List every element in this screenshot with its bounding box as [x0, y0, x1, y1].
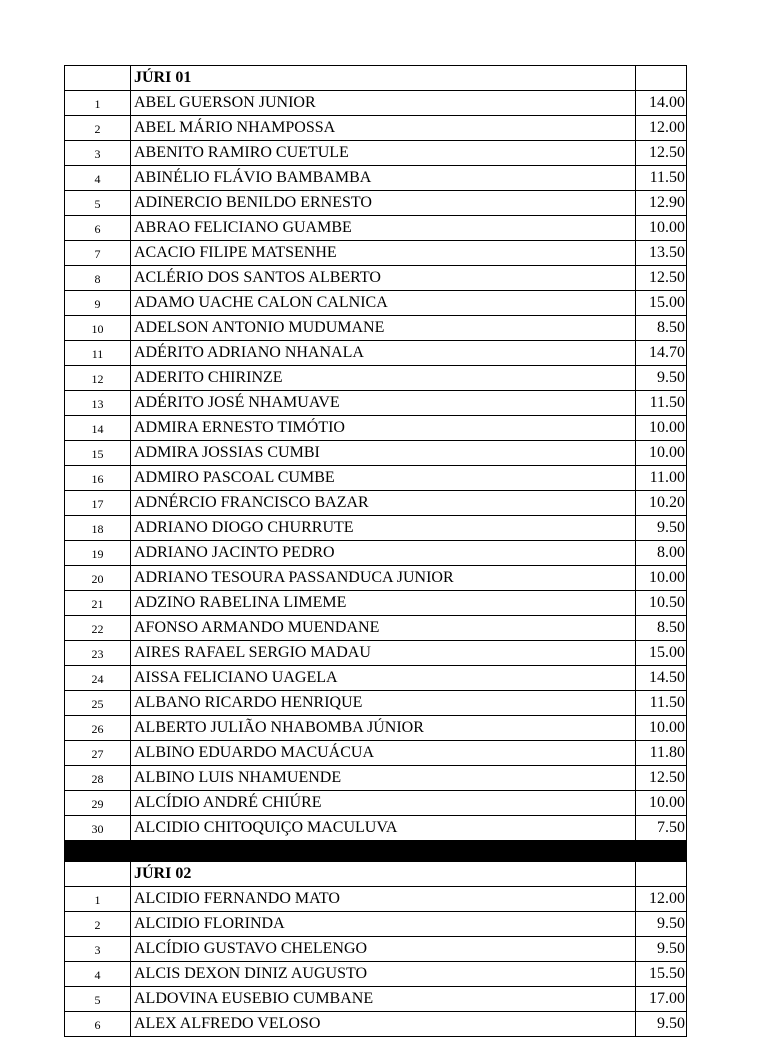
- candidate-name: ADMIRA JOSSIAS CUMBI: [131, 441, 636, 466]
- candidate-grade: 12.00: [636, 887, 687, 912]
- candidate-name: ALBERTO JULIÃO NHABOMBA JÚNIOR: [131, 716, 636, 741]
- candidate-grade: 11.50: [636, 391, 687, 416]
- candidate-grade: 9.50: [636, 937, 687, 962]
- table-row: [65, 987, 687, 1012]
- candidate-name: ALCIDIO FERNANDO MATO: [131, 887, 636, 912]
- juri-header-grade-cell: [636, 862, 687, 887]
- table-row: [65, 316, 687, 341]
- candidate-name: ALBANO RICARDO HENRIQUE: [131, 691, 636, 716]
- row-number: 4: [65, 166, 131, 191]
- candidate-grade: 15.00: [636, 291, 687, 316]
- candidate-grade: 15.00: [636, 641, 687, 666]
- candidate-grade: 9.50: [636, 1012, 687, 1037]
- candidate-name: ALBINO EDUARDO MACUÁCUA: [131, 741, 636, 766]
- table-row: [65, 516, 687, 541]
- row-number: 7: [65, 241, 131, 266]
- table-row: [65, 466, 687, 491]
- juri-header-num-cell: [65, 66, 131, 91]
- candidate-grade: 10.00: [636, 566, 687, 591]
- row-number: 9: [65, 291, 131, 316]
- table-row: [65, 616, 687, 641]
- table-row: [65, 166, 687, 191]
- candidate-name: AFONSO ARMANDO MUENDANE: [131, 616, 636, 641]
- candidate-grade: 12.90: [636, 191, 687, 216]
- table-row: [65, 291, 687, 316]
- row-number: 30: [65, 816, 131, 841]
- candidate-grade: 7.50: [636, 816, 687, 841]
- row-number: 13: [65, 391, 131, 416]
- table-row: [65, 416, 687, 441]
- candidate-grade: 12.50: [636, 266, 687, 291]
- row-number: 18: [65, 516, 131, 541]
- table-row: [65, 591, 687, 616]
- candidate-grade: 9.50: [636, 366, 687, 391]
- row-number: 15: [65, 441, 131, 466]
- candidate-name: ALCIDIO FLORINDA: [131, 912, 636, 937]
- candidate-name: ABRAO FELICIANO GUAMBE: [131, 216, 636, 241]
- section-separator: [65, 841, 687, 862]
- candidate-name: ABENITO RAMIRO CUETULE: [131, 141, 636, 166]
- row-number: 5: [65, 191, 131, 216]
- candidate-grade: 12.50: [636, 766, 687, 791]
- table-row: [65, 491, 687, 516]
- candidate-name: ADERITO CHIRINZE: [131, 366, 636, 391]
- candidate-name: ADINERCIO BENILDO ERNESTO: [131, 191, 636, 216]
- candidate-grade: 10.00: [636, 441, 687, 466]
- candidate-name: ABINÉLIO FLÁVIO BAMBAMBA: [131, 166, 636, 191]
- candidate-grade: 14.00: [636, 91, 687, 116]
- candidate-grade: 10.50: [636, 591, 687, 616]
- row-number: 27: [65, 741, 131, 766]
- candidate-grade: 9.50: [636, 912, 687, 937]
- row-number: 6: [65, 1012, 131, 1037]
- candidate-grade: 17.00: [636, 987, 687, 1012]
- table-row: [65, 691, 687, 716]
- juri-title: JÚRI 01: [131, 66, 636, 91]
- row-number: 22: [65, 616, 131, 641]
- juri-header-row: [65, 862, 687, 887]
- candidate-grade: 10.00: [636, 716, 687, 741]
- candidate-grade: 11.00: [636, 466, 687, 491]
- table-row: [65, 541, 687, 566]
- row-number: 11: [65, 341, 131, 366]
- row-number: 29: [65, 791, 131, 816]
- juri-header-row: [65, 66, 687, 91]
- juri-header-grade-cell: [636, 66, 687, 91]
- row-number: 25: [65, 691, 131, 716]
- candidate-grade: 8.50: [636, 316, 687, 341]
- row-number: 26: [65, 716, 131, 741]
- table-row: [65, 766, 687, 791]
- row-number: 6: [65, 216, 131, 241]
- candidate-name: ALCIDIO CHITOQUIÇO MACULUVA: [131, 816, 636, 841]
- row-number: 24: [65, 666, 131, 691]
- table-row: [65, 791, 687, 816]
- candidate-name: ACLÉRIO DOS SANTOS ALBERTO: [131, 266, 636, 291]
- candidate-name: ADÉRITO JOSÉ NHAMUAVE: [131, 391, 636, 416]
- candidate-grade: 8.00: [636, 541, 687, 566]
- row-number: 1: [65, 91, 131, 116]
- row-number: 3: [65, 937, 131, 962]
- row-number: 5: [65, 987, 131, 1012]
- table-row: [65, 116, 687, 141]
- candidate-grade: 11.80: [636, 741, 687, 766]
- candidate-name: ADRIANO DIOGO CHURRUTE: [131, 516, 636, 541]
- candidate-name: ADELSON ANTONIO MUDUMANE: [131, 316, 636, 341]
- table-row: [65, 241, 687, 266]
- candidate-grade: 10.00: [636, 216, 687, 241]
- table-row: [65, 962, 687, 987]
- candidate-name: ALEX ALFREDO VELOSO: [131, 1012, 636, 1037]
- table-row: [65, 141, 687, 166]
- table-row: [65, 441, 687, 466]
- candidate-grade: 12.50: [636, 141, 687, 166]
- row-number: 1: [65, 887, 131, 912]
- candidate-name: ADZINO RABELINA LIMEME: [131, 591, 636, 616]
- candidate-name: ACACIO FILIPE MATSENHE: [131, 241, 636, 266]
- juri-header-num-cell: [65, 862, 131, 887]
- candidate-grade: 12.00: [636, 116, 687, 141]
- table-row: [65, 216, 687, 241]
- candidate-name: ADAMO UACHE CALON CALNICA: [131, 291, 636, 316]
- candidate-name: ALDOVINA EUSEBIO CUMBANE: [131, 987, 636, 1012]
- row-number: 16: [65, 466, 131, 491]
- row-number: 21: [65, 591, 131, 616]
- candidate-name: ADRIANO JACINTO PEDRO: [131, 541, 636, 566]
- results-table-body: [65, 66, 687, 1037]
- table-row: [65, 666, 687, 691]
- row-number: 20: [65, 566, 131, 591]
- candidate-name: ALCÍDIO ANDRÉ CHIÚRE: [131, 791, 636, 816]
- row-number: 2: [65, 116, 131, 141]
- table-row: [65, 887, 687, 912]
- row-number: 10: [65, 316, 131, 341]
- table-row: [65, 1012, 687, 1037]
- candidate-name: ADMIRO PASCOAL CUMBE: [131, 466, 636, 491]
- candidate-grade: 14.50: [636, 666, 687, 691]
- table-row: [65, 816, 687, 841]
- row-number: 8: [65, 266, 131, 291]
- table-row: [65, 266, 687, 291]
- table-row: [65, 912, 687, 937]
- row-number: 2: [65, 912, 131, 937]
- candidate-name: ALCIS DEXON DINIZ AUGUSTO: [131, 962, 636, 987]
- row-number: 28: [65, 766, 131, 791]
- candidate-grade: 10.00: [636, 791, 687, 816]
- candidate-grade: 15.50: [636, 962, 687, 987]
- table-row: [65, 741, 687, 766]
- candidate-name: AIRES RAFAEL SERGIO MADAU: [131, 641, 636, 666]
- row-number: 23: [65, 641, 131, 666]
- candidate-grade: 11.50: [636, 691, 687, 716]
- candidate-name: ADRIANO TESOURA PASSANDUCA JUNIOR: [131, 566, 636, 591]
- candidate-name: ALCÍDIO GUSTAVO CHELENGO: [131, 937, 636, 962]
- table-row: [65, 641, 687, 666]
- table-row: [65, 937, 687, 962]
- row-number: 17: [65, 491, 131, 516]
- row-number: 14: [65, 416, 131, 441]
- results-table: [64, 65, 687, 1037]
- candidate-name: ADÉRITO ADRIANO NHANALA: [131, 341, 636, 366]
- row-number: 19: [65, 541, 131, 566]
- candidate-name: AISSA FELICIANO UAGELA: [131, 666, 636, 691]
- candidate-name: ABEL GUERSON JUNIOR: [131, 91, 636, 116]
- candidate-grade: 11.50: [636, 166, 687, 191]
- juri-title: JÚRI 02: [131, 862, 636, 887]
- candidate-grade: 13.50: [636, 241, 687, 266]
- candidate-grade: 14.70: [636, 341, 687, 366]
- candidate-grade: 9.50: [636, 516, 687, 541]
- candidate-grade: 10.00: [636, 416, 687, 441]
- row-number: 4: [65, 962, 131, 987]
- candidate-name: ABEL MÁRIO NHAMPOSSA: [131, 116, 636, 141]
- table-row: [65, 91, 687, 116]
- candidate-name: ADMIRA ERNESTO TIMÓTIO: [131, 416, 636, 441]
- table-row: [65, 391, 687, 416]
- candidate-name: ADNÉRCIO FRANCISCO BAZAR: [131, 491, 636, 516]
- candidate-name: ALBINO LUIS NHAMUENDE: [131, 766, 636, 791]
- candidate-grade: 8.50: [636, 616, 687, 641]
- row-number: 3: [65, 141, 131, 166]
- row-number: 12: [65, 366, 131, 391]
- candidate-grade: 10.20: [636, 491, 687, 516]
- table-row: [65, 191, 687, 216]
- table-row: [65, 716, 687, 741]
- table-row: [65, 366, 687, 391]
- table-row: [65, 566, 687, 591]
- table-row: [65, 341, 687, 366]
